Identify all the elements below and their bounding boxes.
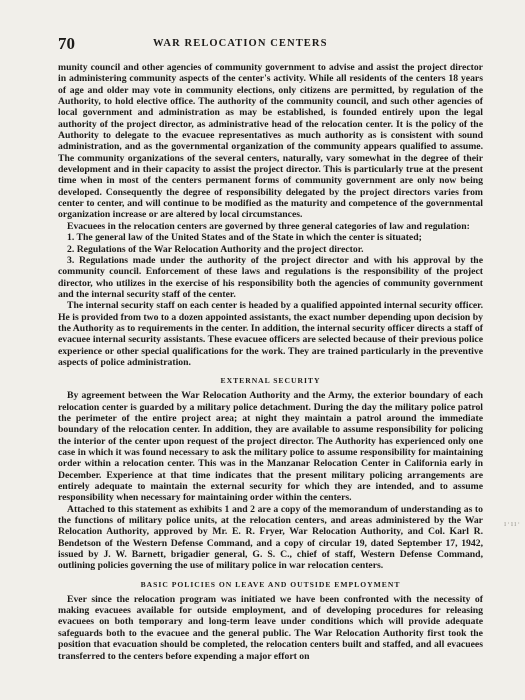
body-text bbox=[58, 62, 483, 662]
paragraph: munity council and other agencies of community government to advise and assist the project director in administering community aspects of the center's activity. While all residents of the centers 18 years of age and older may vote in community elections, only citizens are permitted, by regulation of the Authority, to hold elective office. The authority of the community council, and such other agencies of local government and administration as may be established, is founded entirely upon the legal authority of the project director, as administrative head of the relocation center. It is the policy of the Authority to delegate to the evacuee representatives as much authority as is consistent with sound administration, and as the governmental organization of the community appears qualified to assume. The community organizations of the several centers, naturally, vary somewhat in the degree of their development and in their capacity to assist the project director. This is particularly true at the present time when in most of the centers permanent forms of community government are only now being developed. Consequently the degree of responsibility delegated by the project directors varies from center to center, and will continue to be modified as the maturity and competence of the governmental organization increase or are altered by local circumstances. bbox=[58, 62, 483, 221]
paragraph: Evacuees in the relocation centers are governed by three general categories of law and regulation: bbox=[67, 220, 470, 232]
paragraph: 3. Regulations made under the authority of the project director and with his approval by the community council. Enforcement of these laws and regulations is the responsibility of the project director, who utilizes in the exercise of his responsibility both the agencies of community government and the internal security staff of the center. bbox=[58, 254, 483, 300]
section-heading: EXTERNAL SECURITY bbox=[220, 376, 321, 386]
paragraph: 1. The general law of the United States and of the State in which the center is situated; bbox=[67, 232, 422, 244]
margin-mark: ı·ıı· bbox=[504, 519, 521, 528]
section-heading: BASIC POLICIES ON LEAVE AND OUTSIDE EMPLOYMENT bbox=[140, 579, 401, 589]
page-header bbox=[58, 34, 483, 54]
running-head: WAR RELOCATION CENTERS bbox=[153, 38, 328, 49]
paragraph: Attached to this statement as exhibits 1 and 2 are a copy of the memorandum of understanding as to the functions of military police units, at the relocation centers, and areas administered by the War Relocation Authority, approved by Mr. E. R. Fryer, War Relocation Authority, and Col. Karl R. Bendetson of the Western Defense Command, and a copy of circular 19, dated September 17, 1942, issued by J. W. Barnett, brigadier general, G. S. C., chief of staff, Western Defense Command, outlining policies governing the use of military police in war relocation centers. bbox=[58, 503, 483, 572]
paragraph: 2. Regulations of the War Relocation Authority and the project director. bbox=[67, 243, 364, 255]
page-number: 70 bbox=[58, 34, 75, 53]
paragraph: By agreement between the War Relocation Authority and the Army, the exterior boundary of each relocation center is guarded by a military police detachment. During the day the military police patrol the perimeter of the entire project area; at night they maintain a patrol around the immediate boundary of the relocation center. In addition, they are available to assume responsibility for policing the interior of the center upon request of the project director. The Authority has experienced only one case in which it was found necessary to ask the military police to assume responsibility for maintaining order within a relocation center. This was in the Manzanar Relocation Center in California early in December. Experience at that time indicates that the present military policing arrangements are entirely adequate to maintain the external security for which they are intended, and to assume responsibility when necessary for maintaining order within the centers. bbox=[58, 390, 483, 504]
paragraph: The internal security staff on each center is headed by a qualified appointed internal security officer. He is provided from two to a dozen appointed assistants, the exact number depending upon decision by the Authority as to requirements in the center. In addition, the internal security officer directs a staff of evacuee internal security assistants. These evacuee officers are selected because of their previous police experience or other special qualifications for the work. They are trained particularly in the preventive aspects of police administration. bbox=[58, 300, 483, 368]
paragraph: Ever since the relocation program was initiated we have been confronted with the necessity of making evacuees available for outside employment, and of developing procedures for releasing evacuees on both temporary and long-term leave under conditions which will provide adequate safeguards both to the evacuee and the general public. The War Relocation Authority first took the position that evacuation should be completed, the relocation centers built and staffed, and all evacuees transferred to the centers before expending a major effort on bbox=[58, 593, 483, 662]
